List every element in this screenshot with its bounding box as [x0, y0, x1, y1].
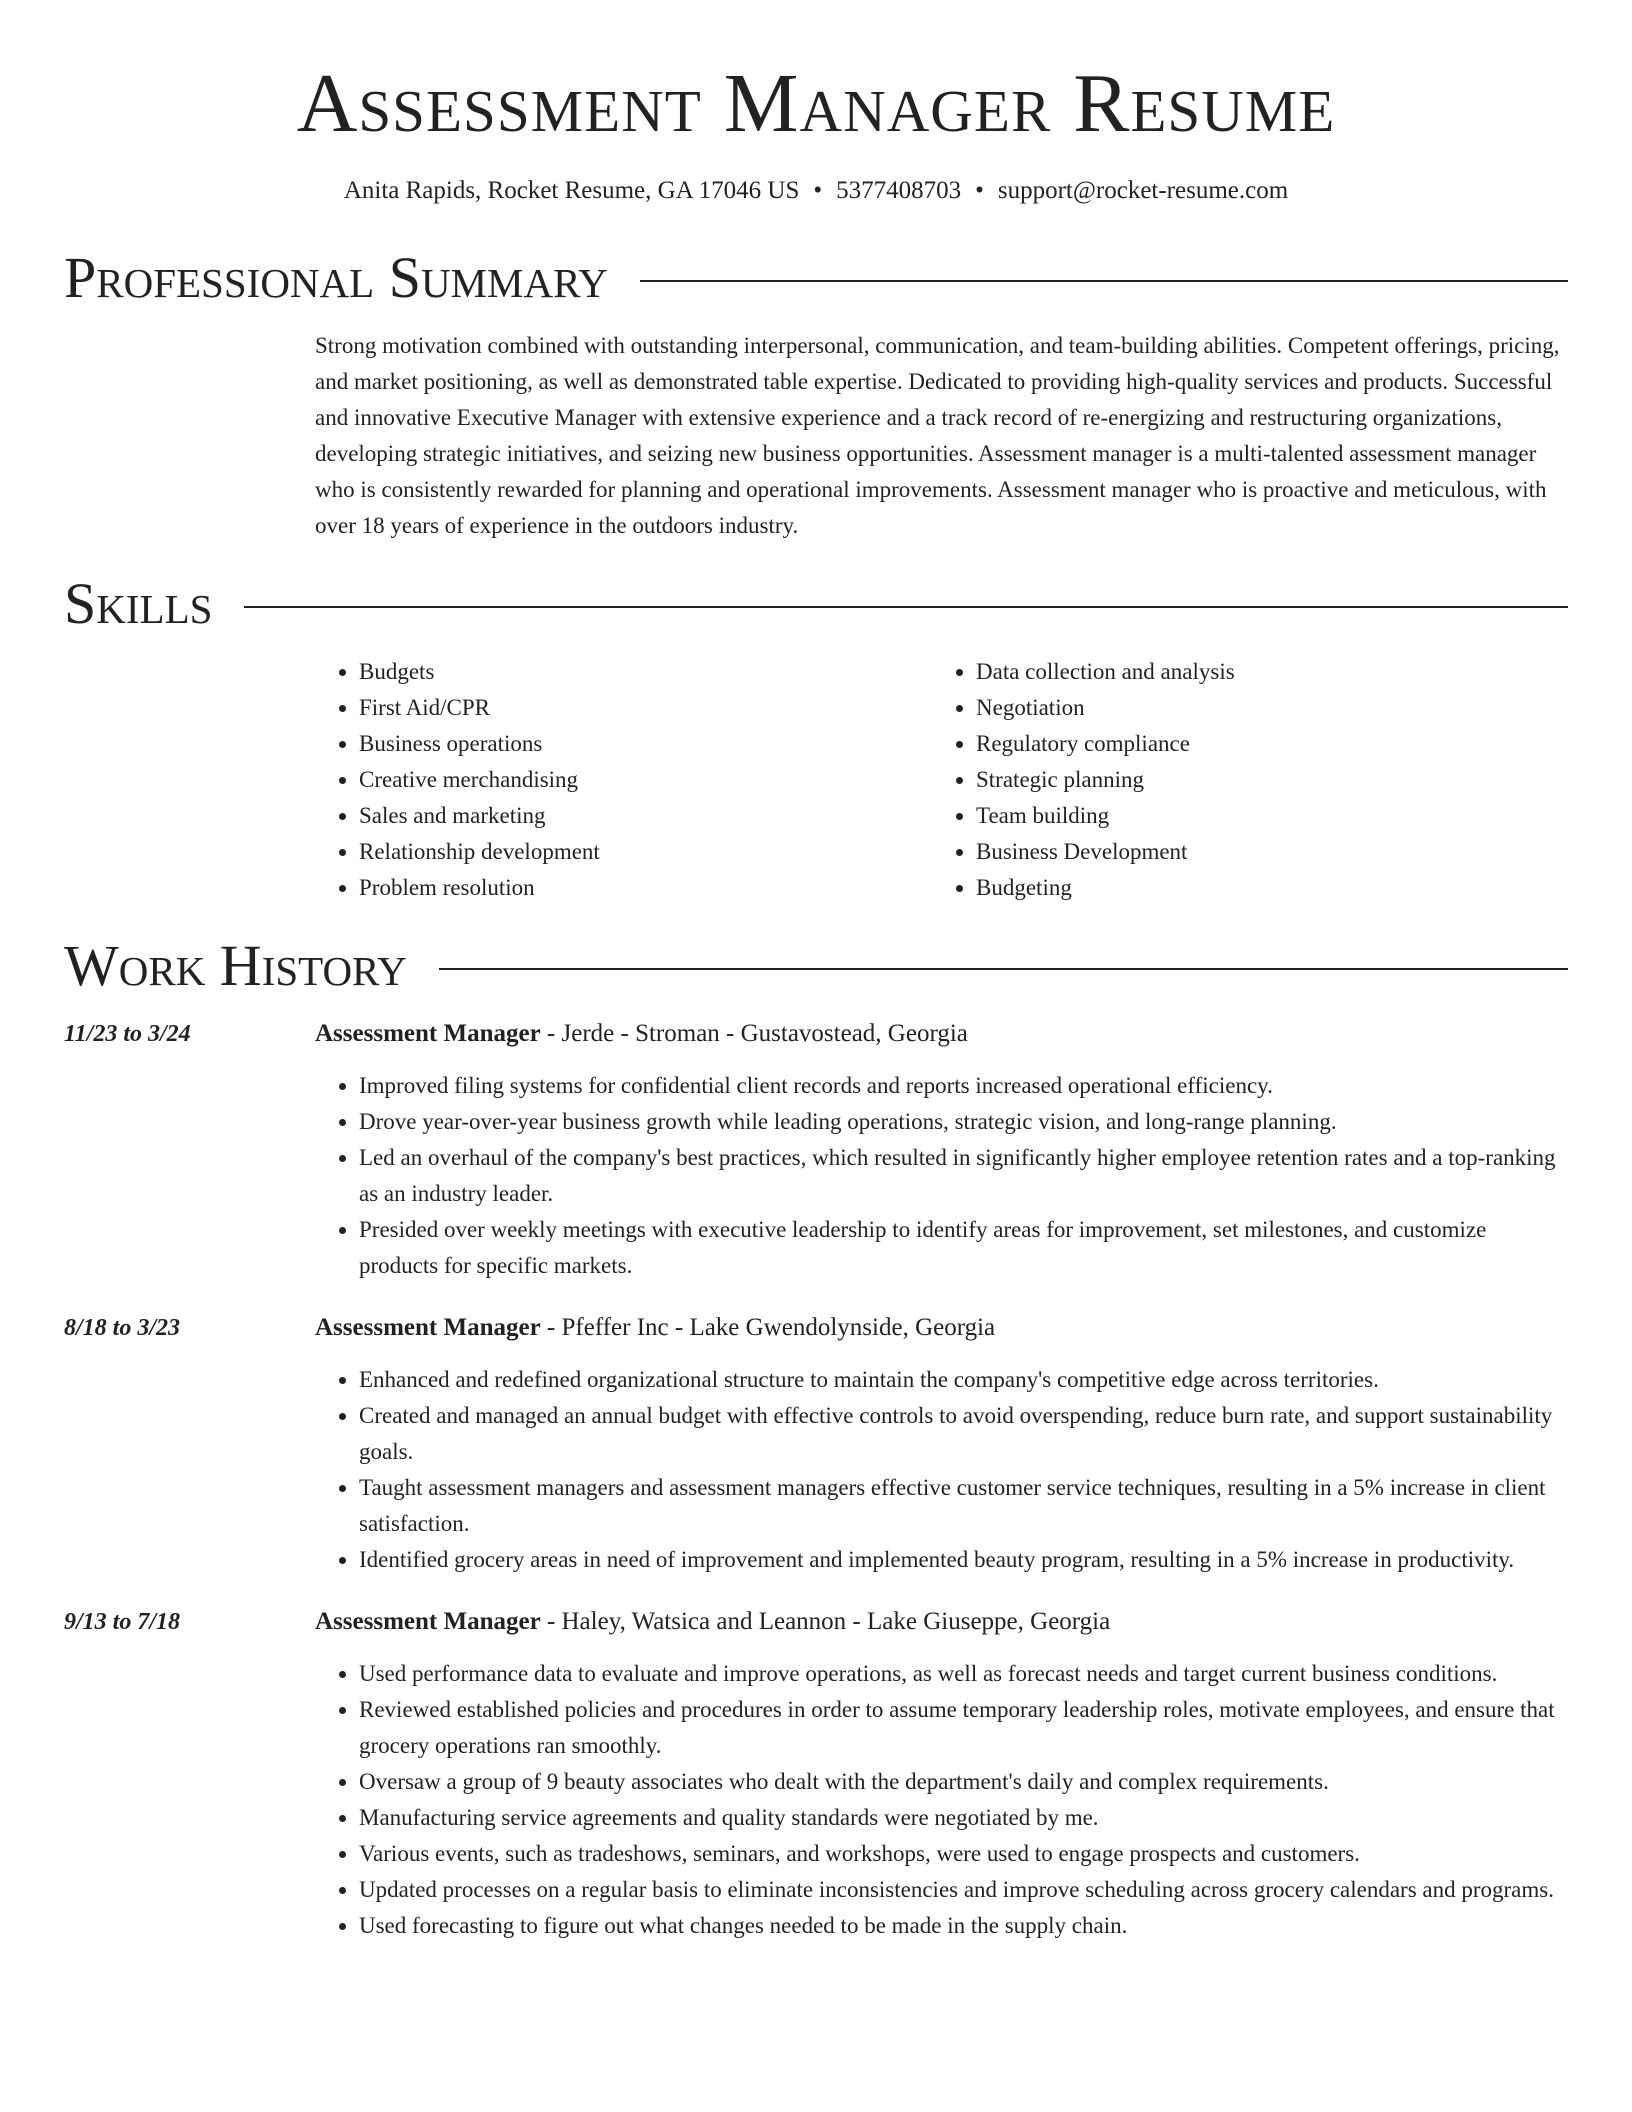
- job-entry: [64, 1016, 1568, 1284]
- job-dates: 8/18 to 3/23: [64, 1315, 181, 1341]
- summary-section-header: [64, 246, 1568, 310]
- job-entry: [64, 1604, 1568, 1944]
- contact-line: [64, 174, 1568, 208]
- job-role: Assessment Manager: [315, 1020, 541, 1047]
- skill-item: • Business Development: [976, 834, 1549, 870]
- skill-item: • Relationship development: [359, 834, 932, 870]
- job-bullet: • Led an overhaul of the company's best practices, which resulted in significantly higher employee retention rates and a top-ranking as an industry leader.: [359, 1140, 1568, 1212]
- skill-item: • Team building: [976, 798, 1549, 834]
- contact-separator: •: [813, 177, 823, 204]
- job-body: [315, 1310, 1568, 1578]
- skill-item: • Strategic planning: [976, 762, 1549, 798]
- job-title-line: [315, 1016, 1568, 1052]
- job-title-line: [315, 1310, 1568, 1346]
- job-bullet: • Manufacturing service agreements and quality standards were negotiated by me.: [359, 1800, 1568, 1836]
- job-employer: - Jerde - Stroman - Gustavostead, Georgia: [540, 1020, 968, 1047]
- job-bullet: • Created and managed an annual budget with effective controls to avoid overspending, reduce burn rate, and support sustainability goals.: [359, 1398, 1568, 1470]
- section-divider: [439, 968, 1568, 970]
- job-bullets: [315, 1068, 1568, 1284]
- job-employer: - Pfeffer Inc - Lake Gwendolynside, Georgia: [540, 1314, 996, 1341]
- contact-separator: •: [975, 177, 984, 204]
- job-bullet: • Presided over weekly meetings with executive leadership to identify areas for improvement, set milestones, and customize products for specific markets.: [359, 1212, 1568, 1284]
- skill-item: • Data collection and analysis: [976, 654, 1549, 690]
- skills-column-left: [315, 654, 932, 906]
- job-role: Assessment Manager: [315, 1608, 541, 1635]
- job-title-line: [315, 1604, 1568, 1640]
- contact-address: Anita Rapids, Rocket Resume, GA 17046 US: [343, 177, 800, 204]
- job-bullet: • Updated processes on a regular basis to eliminate inconsistencies and improve scheduling across grocery calendars and programs.: [359, 1872, 1568, 1908]
- resume-title: Assessment Manager Resume: [296, 57, 1336, 150]
- work-section-header: [64, 934, 1568, 998]
- skills-list: [315, 654, 1568, 906]
- work-history: [64, 1016, 1568, 1944]
- job-bullet: • Reviewed established policies and procedures in order to assume temporary leadership roles, motivate employees, and ensure that grocery operations ran smoothly.: [359, 1692, 1568, 1764]
- work-heading: Work History: [64, 933, 407, 998]
- job-bullet: • Identified grocery areas in need of improvement and implemented beauty program, resulting in a 5% increase in productivity.: [359, 1542, 1568, 1578]
- job-bullet: • Various events, such as tradeshows, seminars, and workshops, were used to engage prospects and customers.: [359, 1836, 1568, 1872]
- skills-heading: Skills: [64, 571, 213, 636]
- job-bullet: • Used performance data to evaluate and improve operations, as well as forecast needs and target current business conditions.: [359, 1656, 1568, 1692]
- contact-email: support@rocket-resume.com: [997, 177, 1289, 204]
- job-bullet: • Oversaw a group of 9 beauty associates who dealt with the department's daily and complex requirements.: [359, 1764, 1568, 1800]
- job-bullet: • Taught assessment managers and assessment managers effective customer service techniques, resulting in a 5% increase in client satisfaction.: [359, 1470, 1568, 1542]
- skill-item: • First Aid/CPR: [359, 690, 932, 726]
- skill-item: • Budgets: [359, 654, 932, 690]
- job-dates: 9/13 to 7/18: [64, 1609, 181, 1635]
- job-bullets: [315, 1362, 1568, 1578]
- skill-item: • Business operations: [359, 726, 932, 762]
- skills-section-header: [64, 572, 1568, 636]
- contact-phone: 5377408703: [836, 177, 962, 204]
- resume-page: [64, 0, 1568, 1944]
- job-bullet: • Used forecasting to figure out what changes needed to be made in the supply chain.: [359, 1908, 1568, 1944]
- section-divider: [244, 606, 1568, 608]
- skill-item: • Negotiation: [976, 690, 1549, 726]
- summary-heading: Professional Summary: [64, 245, 608, 310]
- skill-item: • Sales and marketing: [359, 798, 932, 834]
- section-divider: [640, 280, 1568, 282]
- job-role: Assessment Manager: [315, 1314, 541, 1341]
- job-bullet: • Improved filing systems for confidential client records and reports increased operational efficiency.: [359, 1068, 1568, 1104]
- skill-item: • Problem resolution: [359, 870, 932, 906]
- skills-column-right: [932, 654, 1549, 906]
- job-bullet: • Drove year-over-year business growth while leading operations, strategic vision, and long-range planning.: [359, 1104, 1568, 1140]
- job-employer: - Haley, Watsica and Leannon - Lake Giuseppe, Georgia: [540, 1608, 1111, 1635]
- job-entry: [64, 1310, 1568, 1578]
- job-body: [315, 1604, 1568, 1944]
- job-dates: 11/23 to 3/24: [64, 1021, 191, 1047]
- summary-text: Strong motivation combined with outstanding interpersonal, communication, and team-building abilities. Competent offerings, pricing, and market positioning, as well as demonstrated table expertise. Dedicated to providing high-quality services and products. Successful and innovative Executive Manager with extensive experience and a track record of re-energizing and restructuring organizations, developing strategic initiatives, and seizing new business opportunities. Assessment manager is a multi-talented assessment manager who is consistently rewarded for planning and operational improvements. Assessment manager who is proactive and meticulous, with over 18 years of experience in the outdoors industry.: [315, 333, 1560, 538]
- skill-item: • Regulatory compliance: [976, 726, 1549, 762]
- skill-item: • Budgeting: [976, 870, 1549, 906]
- job-bullets: [315, 1656, 1568, 1944]
- job-bullet: • Enhanced and redefined organizational structure to maintain the company's competitive edge across territories.: [359, 1362, 1568, 1398]
- job-body: [315, 1016, 1568, 1284]
- skill-item: • Creative merchandising: [359, 762, 932, 798]
